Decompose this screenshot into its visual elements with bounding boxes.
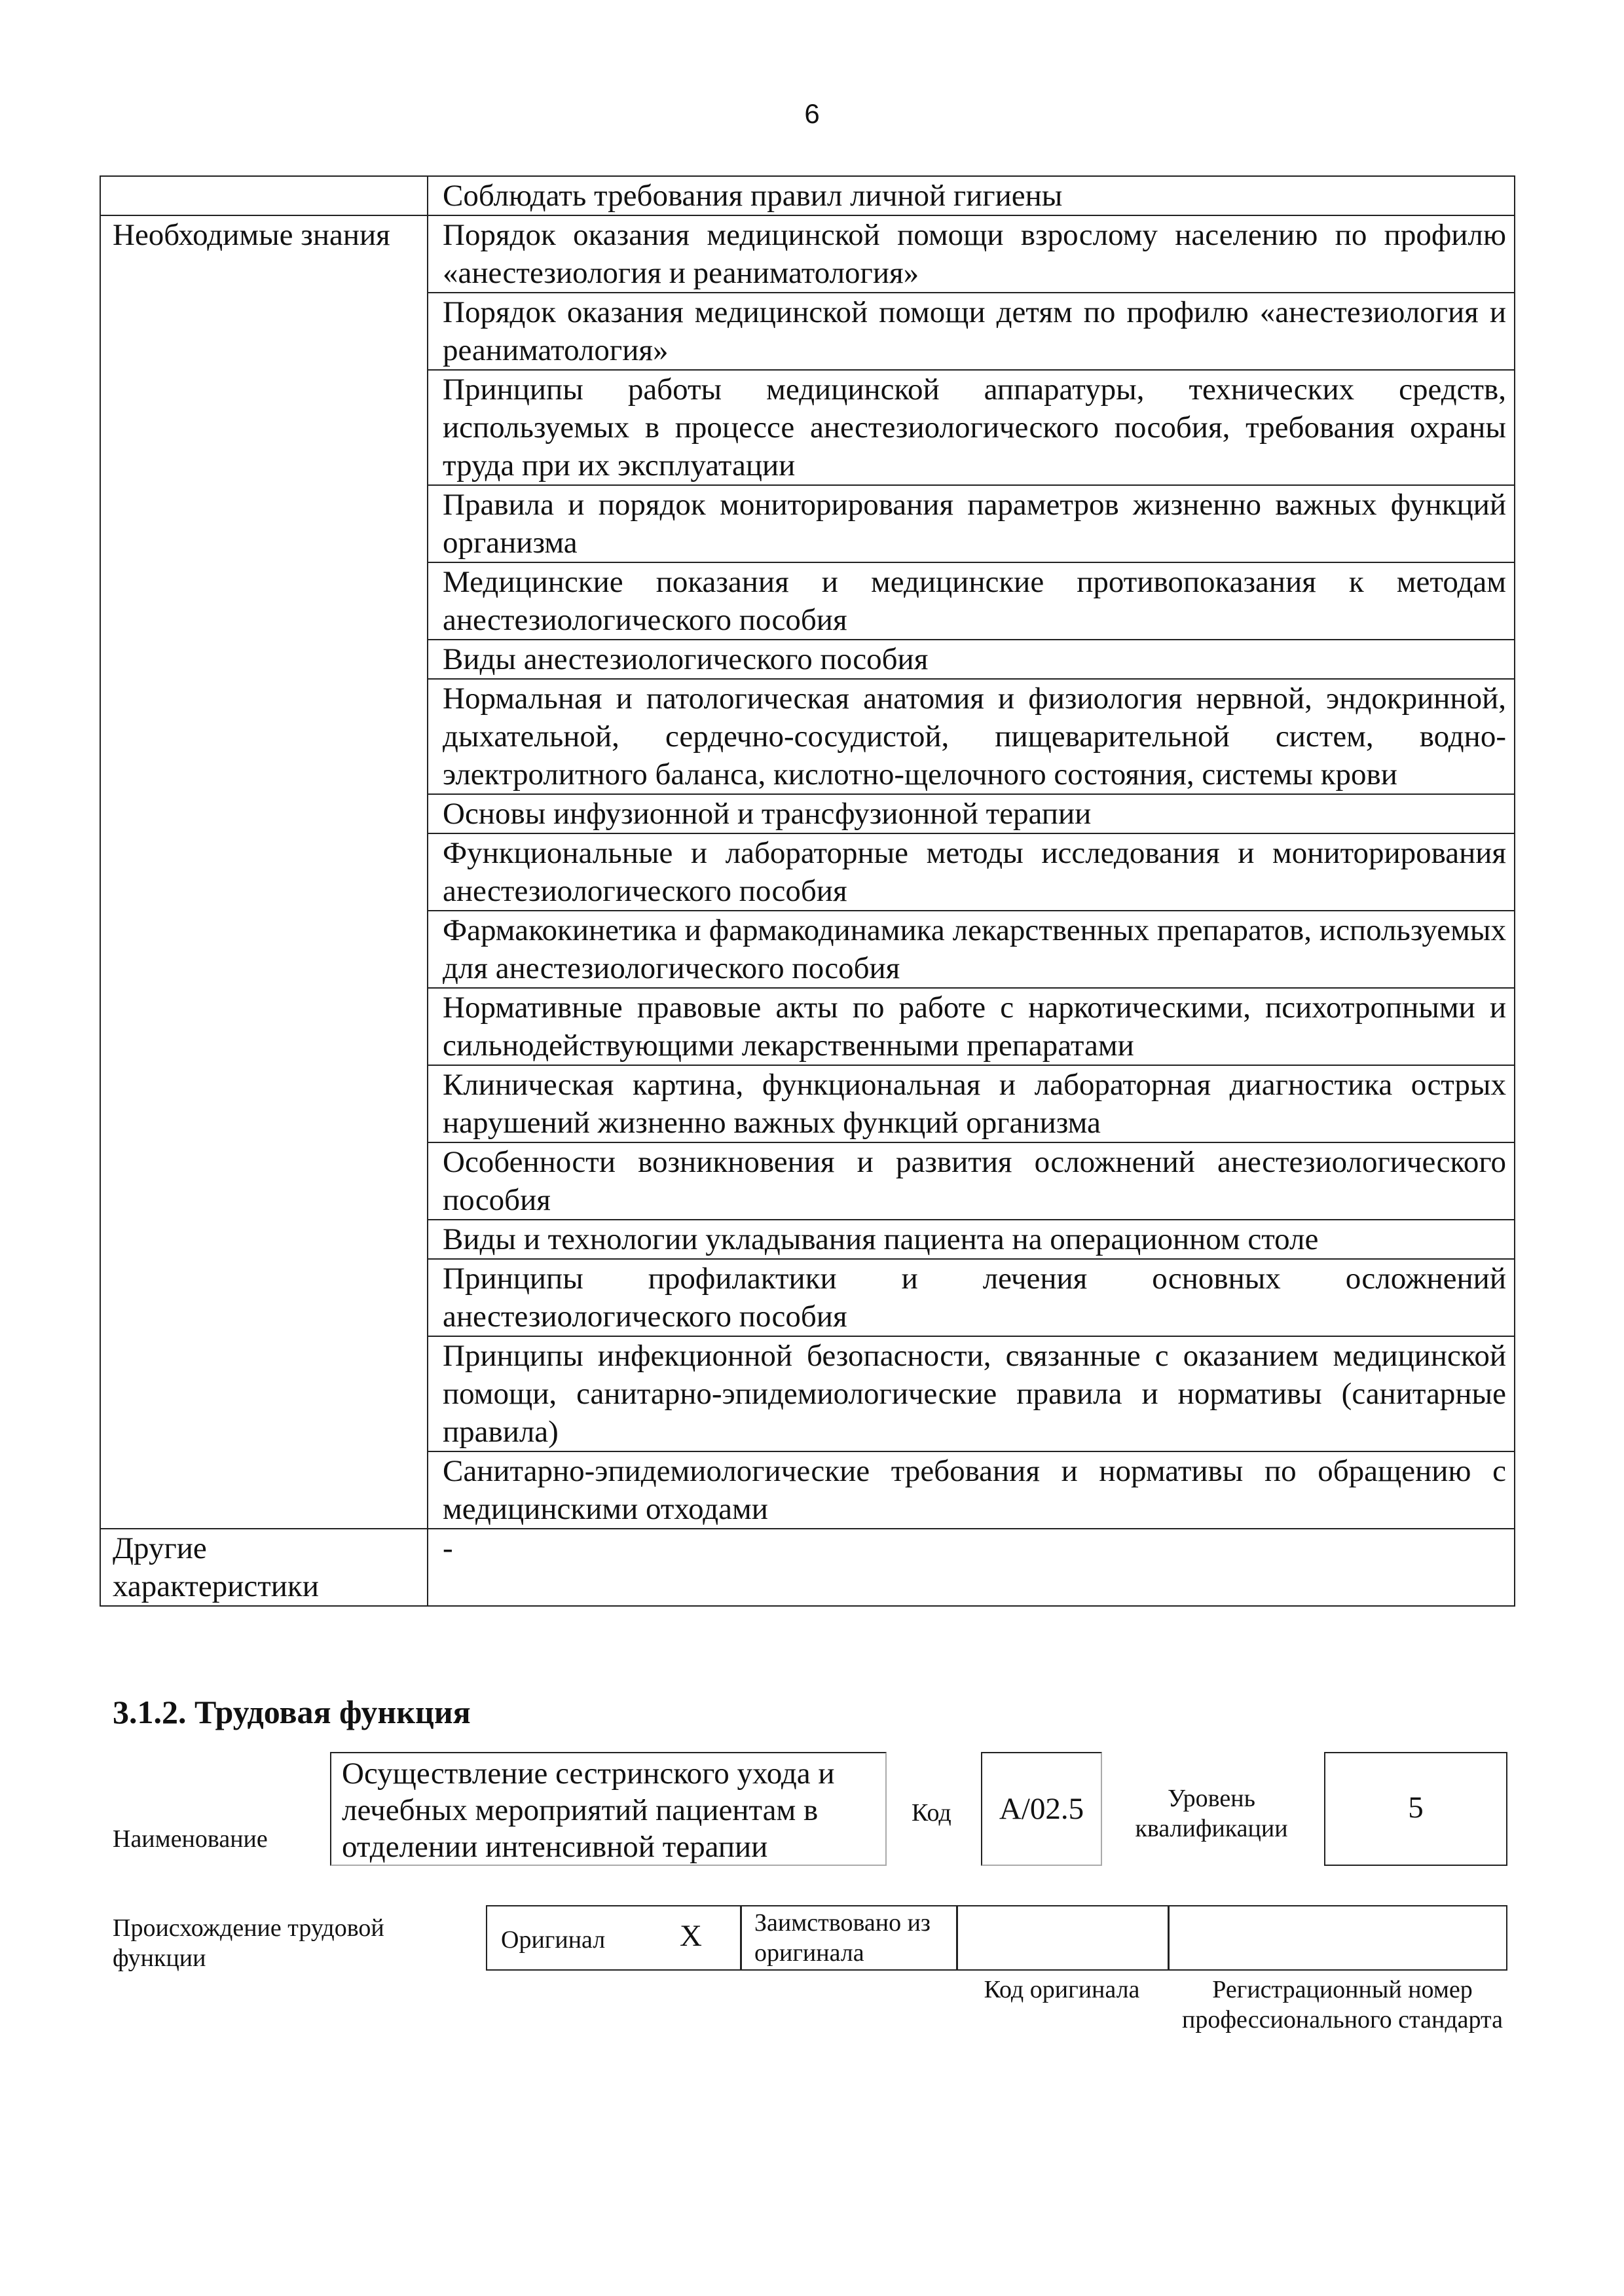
row-value: Правила и порядок мониторирования параметров жизненно важных функций организма: [428, 485, 1515, 562]
row-value: Фармакокинетика и фармакодинамика лекарственных препаратов, используемых для анестезиологического пособия: [428, 911, 1515, 988]
original-label: Оригинал: [501, 1926, 606, 1954]
name-value: Осуществление сестринского ухода и лечебных мероприятий пациентам в отделении интенсивной терапии: [342, 1757, 835, 1864]
origin-table: [486, 1905, 1507, 1971]
level-label: Уровень квалификации: [1135, 1785, 1288, 1842]
name-value-box: [330, 1752, 887, 1866]
section-heading: 3.1.2. Трудовая функция: [113, 1694, 471, 1730]
row-value: Функциональные и лабораторные методы исследования и мониторирования анестезиологического пособия: [428, 833, 1515, 911]
name-label: Наименование: [113, 1825, 268, 1853]
table-row: [100, 176, 1515, 215]
row-value: Основы инфузионной и трансфузионной терапии: [428, 794, 1515, 833]
row-value: Нормативные правовые акты по работе с наркотическими, психотропными и сильнодействующими лекарственными препаратами: [428, 988, 1515, 1065]
knowledge-table: [100, 175, 1515, 1607]
row-label: Необходимые знания: [100, 215, 428, 1529]
row-value: Виды анестезиологического пособия: [428, 640, 1515, 679]
borrowed-label: Заимствовано из оригинала: [754, 1909, 931, 1967]
row-value: Порядок оказания медицинской помощи детям по профилю «анестезиология и реаниматология»: [428, 293, 1515, 370]
level-value: 5: [1408, 1791, 1424, 1825]
table-row: [100, 1529, 1515, 1606]
row-value: -: [428, 1529, 1515, 1606]
row-value: Соблюдать требования правил личной гигиены: [428, 176, 1515, 215]
reg-number-caption: Регистрационный номер профессионального стандарта: [1182, 1976, 1503, 2033]
row-value: Нормальная и патологическая анатомия и физиология нервной, эндокринной, дыхательной, сердечно-сосудистой, пищеварительной систем, водно-электролитного баланса, кислотно-щелочного состояния, системы крови: [428, 679, 1515, 794]
original-mark: X: [680, 1919, 702, 1953]
row-value: Принципы инфекционной безопасности, связанные с оказанием медицинской помощи, санитарно-эпидемиологические правила и нормативы (санитарные правила): [428, 1336, 1515, 1451]
row-value: Принципы профилактики и лечения основных осложнений анестезиологического пособия: [428, 1259, 1515, 1336]
level-value-box: [1324, 1752, 1507, 1866]
row-value: Принципы работы медицинской аппаратуры, технических средств, используемых в процессе анестезиологического пособия, требования охраны труда при их эксплуатации: [428, 370, 1515, 485]
row-value: Клиническая картина, функциональная и лабораторная диагностика острых нарушений жизненно важных функций организма: [428, 1065, 1515, 1142]
code-label: Код: [912, 1799, 951, 1827]
row-value: Особенности возникновения и развития осложнений анестезиологического пособия: [428, 1142, 1515, 1220]
origin-divider: [956, 1905, 958, 1971]
row-value: Порядок оказания медицинской помощи взрослому населению по профилю «анестезиология и реаниматология»: [428, 215, 1515, 293]
code-original-caption: Код оригинала: [984, 1976, 1140, 2003]
table-row: [100, 215, 1515, 293]
code-value: A/02.5: [999, 1792, 1084, 1826]
code-value-box: [981, 1752, 1102, 1866]
page-number: 6: [804, 98, 820, 129]
row-value: Виды и технологии укладывания пациента на операционном столе: [428, 1220, 1515, 1259]
row-value: Санитарно-эпидемиологические требования и нормативы по обращению с медицинскими отходами: [428, 1451, 1515, 1529]
origin-divider: [740, 1905, 742, 1971]
row-label: Другие характеристики: [100, 1529, 428, 1606]
row-value: Медицинские показания и медицинские противопоказания к методам анестезиологического пособия: [428, 562, 1515, 640]
origin-label: Происхождение трудовой функции: [113, 1914, 384, 1972]
origin-divider: [1168, 1905, 1170, 1971]
row-label: [100, 176, 428, 215]
